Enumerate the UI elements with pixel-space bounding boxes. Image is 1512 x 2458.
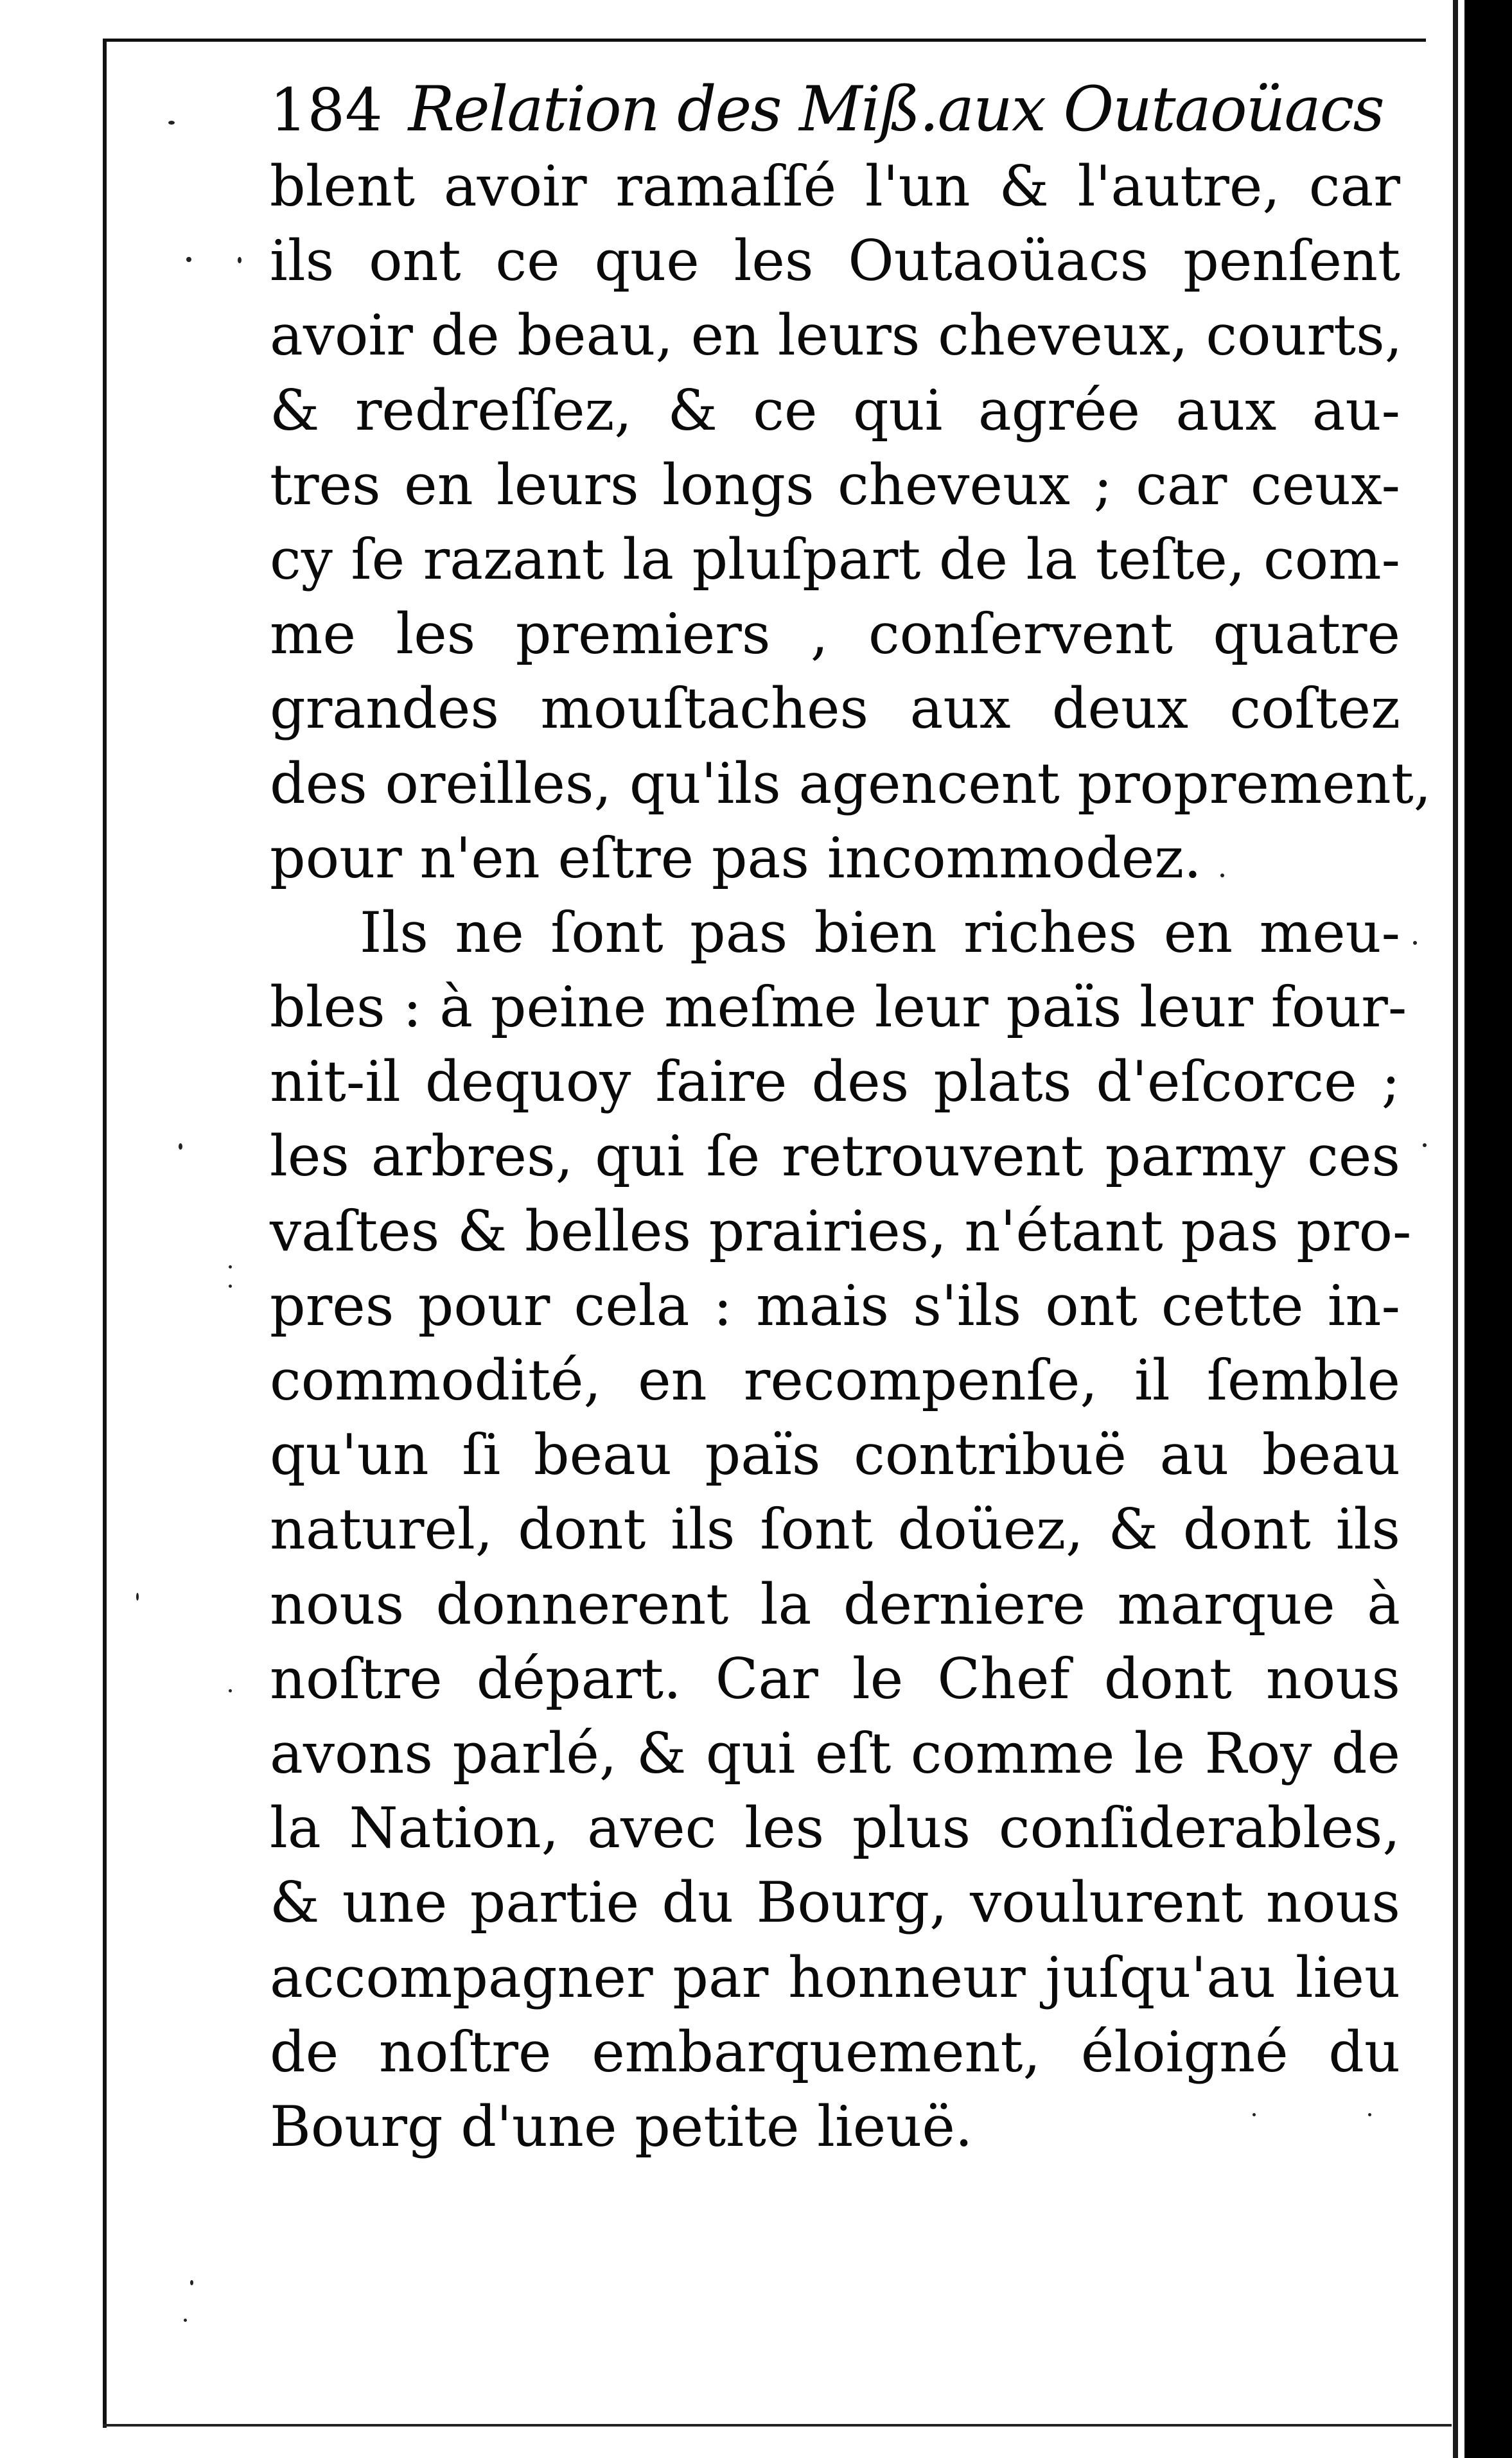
text-line: Ils ne ſont pas bien riches en meu- bbox=[360, 899, 1400, 965]
text-line: vaſtes & belles prairies, n'étant pas pro- bbox=[270, 1198, 1412, 1264]
text-line: de noſtre embarquement, éloigné du bbox=[270, 2019, 1400, 2085]
paragraph-2 bbox=[270, 895, 1412, 2164]
scan-speck bbox=[1253, 2113, 1256, 2116]
text-line: blent avoir ramaſſé l'un & l'autre, car bbox=[270, 154, 1400, 219]
text-line: avons parlé, & qui eſt comme le Roy de bbox=[270, 1720, 1400, 1786]
text-line: naturel, dont ils ſont doüez, & dont ils bbox=[270, 1497, 1400, 1563]
scan-speck bbox=[186, 257, 191, 262]
running-title: Relation des Miß.aux Outaoüacs bbox=[408, 73, 1384, 145]
page-edge-bottom bbox=[103, 2424, 1452, 2427]
text-line: les arbres, qui ſe retrouvent parmy ces bbox=[270, 1123, 1400, 1189]
scan-speck bbox=[229, 1689, 232, 1692]
text-line: & redreſſez, & ce qui agrée aux au- bbox=[270, 377, 1400, 443]
scan-speck bbox=[136, 1593, 139, 1601]
text-line: commodité, en recompenſe, il ſemble bbox=[270, 1348, 1400, 1413]
text-line: pres pour cela : mais s'ils ont cette in- bbox=[270, 1272, 1400, 1339]
text-line: qu'un ſi beau païs contribuë au beau bbox=[270, 1422, 1400, 1488]
text-line: des oreilles, qu'ils agencent proprement, bbox=[270, 750, 1432, 816]
page-number: 184 bbox=[270, 76, 383, 145]
running-header bbox=[270, 67, 1387, 151]
text-line: avoir de beau, en leurs cheveux, courts, bbox=[270, 303, 1403, 369]
scan-speck bbox=[168, 121, 175, 125]
text-line: tres en leurs longs cheveux ; car ceux- bbox=[270, 452, 1400, 518]
scan-speck bbox=[229, 1265, 232, 1269]
text-line: ils ont ce que les Outaoüacs penſent bbox=[270, 228, 1400, 294]
body-text bbox=[270, 149, 1432, 2164]
scan-speck bbox=[238, 257, 242, 263]
page-edge-left bbox=[103, 39, 107, 2428]
text-line: nous donnerent la derniere marque à bbox=[270, 1571, 1400, 1637]
page-edge-right-shadow bbox=[1464, 0, 1512, 2458]
scan-speck bbox=[1368, 2113, 1371, 2116]
scan-speck bbox=[184, 2319, 187, 2322]
text-line: Bourg d'une petite lieuë. bbox=[270, 2093, 973, 2159]
text-line: nit-il dequoy faire des plats d'eſcorce ; bbox=[270, 1049, 1400, 1115]
text-line: & une partie du Bourg, voulurent nous bbox=[270, 1870, 1400, 1936]
text-line: accompagner par honneur juſqu'au lieu bbox=[270, 1944, 1400, 2010]
page-edge-top bbox=[103, 39, 1426, 42]
scan-speck bbox=[179, 1143, 182, 1150]
scan-speck bbox=[1423, 1143, 1427, 1147]
scan-speck bbox=[229, 1285, 232, 1288]
text-line: noſtre départ. Car le Chef dont nous bbox=[270, 1646, 1400, 1712]
text-line: pour n'en eſtre pas incommodez. bbox=[270, 825, 1202, 891]
page-edge-right-line bbox=[1453, 0, 1458, 2458]
text-line: grandes mouſtaches aux deux coſtez bbox=[270, 676, 1400, 742]
scan-speck bbox=[190, 2280, 193, 2285]
scan-speck bbox=[1220, 873, 1224, 877]
text-line: la Nation, avec les plus conſiderables, bbox=[270, 1795, 1400, 1861]
text-line: cy ſe razant la pluſpart de la teſte, com- bbox=[270, 526, 1400, 592]
text-line: bles : à peine meſme leur païs leur four- bbox=[270, 974, 1407, 1040]
text-line: me les premiers , conſervent quatre bbox=[270, 601, 1400, 667]
scan-speck bbox=[1413, 941, 1417, 945]
paragraph-1 bbox=[270, 149, 1432, 895]
